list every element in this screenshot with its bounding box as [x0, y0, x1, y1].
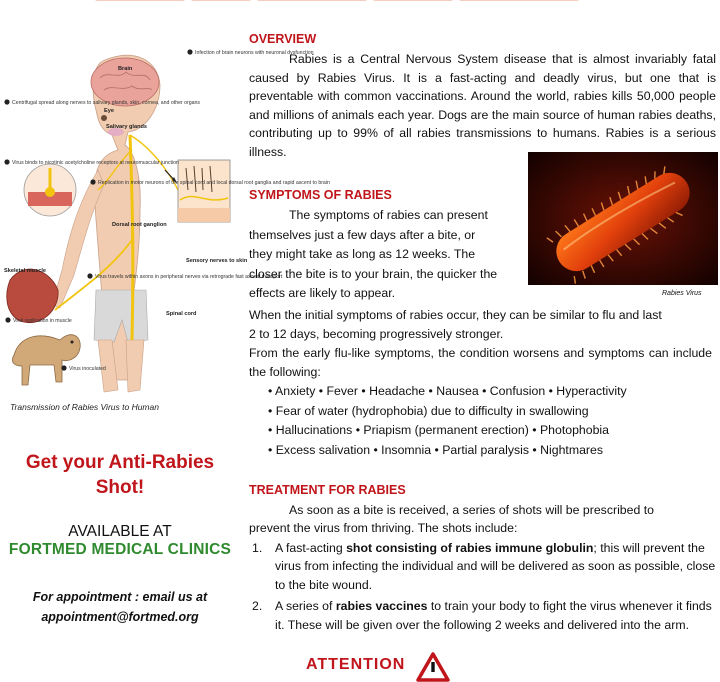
top-banner-cutoff	[95, 0, 625, 5]
symptoms-para2-line2: 2 to 12 days, becoming progressively stronger.	[249, 327, 504, 341]
step-4: Virus travels within axons in peripheral nerves via retrograde fast axonal transport	[95, 274, 283, 280]
step-6: Infection of brain neurons with neuronal dysfunction	[195, 50, 314, 56]
bullet-row: • Hallucinations • Priapism (permanent erection) • Photophobia	[268, 423, 610, 438]
promo-title-line1: Get your Anti-Rabies	[25, 452, 215, 473]
label-sensory: Sensory nerves to skin	[186, 258, 248, 264]
label-ganglion: Dorsal root ganglion	[112, 222, 167, 228]
appointment-line: For appointment : email us at	[32, 590, 208, 604]
junction-inset	[24, 164, 76, 216]
symptoms-line: they might take as long as 12 weeks. The	[249, 247, 476, 262]
symptoms-intro	[249, 206, 521, 304]
symptoms-para2-line1: When the initial symptoms of rabies occur, they can be similar to flu and last	[249, 308, 662, 322]
treatment-intro	[249, 501, 716, 538]
promo-title-line2: Shot!	[95, 477, 145, 498]
symptoms-line: closer the bite is to your brain, the quicker the	[249, 266, 498, 281]
label-brain: Brain	[118, 66, 133, 72]
symptoms-line: The symptoms of rabies can present	[289, 208, 488, 222]
treatment-item-bold: shot consisting of rabies immune globulin	[346, 541, 594, 555]
step-2: Viral replication in muscle	[13, 318, 72, 324]
symptoms-heading: SYMPTOMS OF RABIES	[249, 188, 392, 202]
symptoms-line: effects are likely to appear.	[249, 286, 396, 301]
treatment-item-1	[252, 539, 716, 594]
promo-title	[0, 450, 240, 500]
treatment-item-number: 2.	[252, 599, 263, 614]
treatment-list	[252, 539, 716, 634]
appointment-email[interactable]: appointment@fortmed.org	[41, 610, 199, 624]
step-3: Virus binds to nicotinic acetylcholine receptors at neuromuscular junction	[12, 160, 179, 166]
treatment-item-text: ; this will prevent the virus from infecting the individual and will be delivered as soon as possible, close to the bite wound.	[275, 541, 716, 592]
label-muscle: Skeletal muscle	[4, 268, 46, 274]
label-salivary: Salivary glands	[106, 124, 148, 130]
symptoms-para2	[249, 306, 716, 344]
treatment-item-text: A fast-acting	[275, 541, 347, 555]
appointment-info	[0, 587, 240, 627]
bullet-row: • Excess salivation • Insomnia • Partial paralysis • Nightmares	[268, 442, 604, 457]
attention-heading: ATTENTION	[306, 656, 406, 673]
treatment-intro-line1: As soon as a bite is received, a series of shots will be prescribed to	[289, 503, 654, 517]
treatment-item-number: 1.	[252, 541, 263, 555]
warning-triangle-icon	[416, 652, 450, 682]
treatment-item-text: A series of	[275, 599, 336, 614]
treatment-intro-line2: prevent the virus from thriving. The shots include:	[249, 521, 518, 536]
treatment-item-2	[252, 597, 716, 634]
treatment-item-text: to train your body to fight the virus whenever it finds it. These will be given over the following 2 weeks and delivered into the arm.	[275, 599, 712, 632]
symptom-bullet-list	[268, 382, 627, 460]
step-5: Replication in motor neurons of the spinal cord and local dorsal root ganglia and rapid ascent to brain	[98, 180, 330, 186]
rabies-virus-photo	[528, 152, 718, 285]
treatment-heading: TREATMENT FOR RABIES	[249, 483, 406, 497]
available-at-label: AVAILABLE AT	[68, 523, 172, 540]
overview-text: Rabies is a Central Nervous System disease that is almost invariably fatal caused by Rabies Virus. It is a fast-acting and deadly virus, but one that is preventable with common vaccinations. Around the world, rabies kills 50,000 people and millions of animals each year. Dogs are the main source of human rabies deaths, contributing up to 99% of all rabies transmissions to humans. Rabies is a serious illness.	[249, 52, 716, 159]
symptoms-line: themselves just a few days after a bite, or	[249, 227, 476, 242]
illustration-caption: Transmission of Rabies Virus to Human	[10, 402, 159, 412]
step-1: Virus inoculated	[69, 366, 106, 372]
step-7: Centrifugal spread along nerves to salivary glands, skin, cornea, and other organs	[12, 100, 201, 106]
skin-inset	[178, 160, 230, 222]
photo-caption: Rabies Virus	[662, 290, 702, 297]
treatment-item-bold: rabies vaccines	[335, 599, 428, 614]
bullet-row: • Anxiety • Fever • Headache • Nausea • Confusion • Hyperactivity	[268, 384, 627, 398]
label-eye: Eye	[104, 108, 114, 114]
muscle-image	[7, 269, 58, 323]
bullet-row: • Fear of water (hydrophobia) due to difficulty in swallowing	[268, 403, 589, 418]
dog-image	[12, 335, 80, 385]
overview-heading: OVERVIEW	[249, 32, 317, 46]
symptoms-para3: From the early flu-like symptoms, the condition worsens and symptoms can include the following:	[249, 346, 712, 379]
clinic-name: FORTMED MEDICAL CLINICS	[8, 541, 232, 558]
label-spinal-cord: Spinal cord	[166, 311, 197, 317]
